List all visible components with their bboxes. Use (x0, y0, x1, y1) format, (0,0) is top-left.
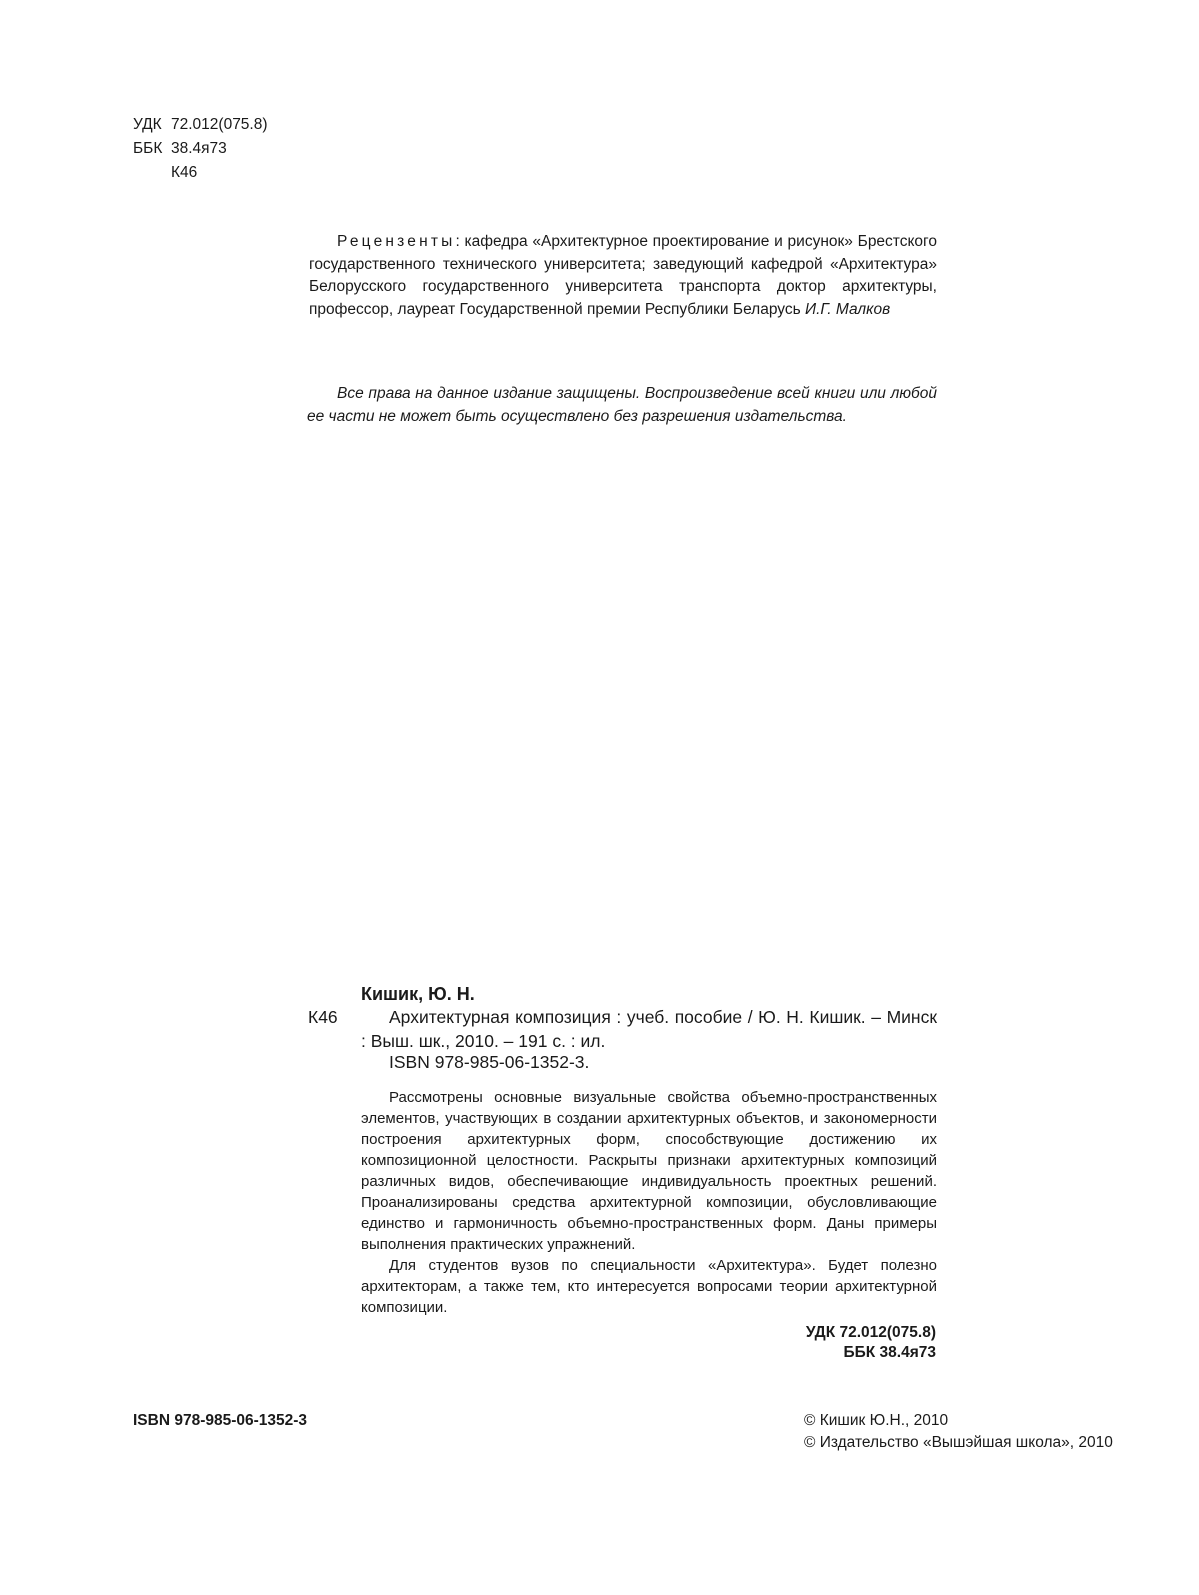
classification-block (133, 113, 268, 185)
footer-isbn: ISBN 978-985-06-1352-3 (133, 1412, 308, 1429)
rights-notice (307, 383, 937, 428)
copyright-author: © Кишик Ю.Н., 2010 (804, 1412, 949, 1429)
card-isbn: ISBN 978-985-06-1352-3. (389, 1052, 590, 1072)
author-sign-line (133, 161, 268, 185)
card-bibliographic (361, 1005, 937, 1053)
card-bbk: ББК 38.4я73 (843, 1344, 936, 1361)
reviewers-label: Рецензенты (337, 233, 456, 250)
annotation-paragraph-1 (361, 1087, 937, 1255)
bbk-line (133, 137, 268, 161)
card-author: Кишик, Ю. Н. (361, 984, 475, 1004)
udk-value: 72.012(075.8) (171, 116, 268, 133)
annotation-text-2: Для студентов вузов по специальности «Архитектура». Будет полезно архитекторам, а также тем, кто интересуется вопросами теории архитектурной композиции. (361, 1257, 937, 1316)
card-codes (700, 1323, 936, 1363)
udk-label: УДК (133, 116, 162, 133)
reviewers-paragraph (309, 231, 937, 321)
bbk-value: 38.4я73 (171, 140, 227, 157)
card-annotation (361, 1087, 937, 1318)
annotation-text-1: Рассмотрены основные визуальные свойства объемно-пространственных элементов, участвующих в создании архитектурных объектов, и закономерности построения архитектурных форм, способствующие достижению их композиционной целостности. Раскрыты признаки архитектурных композиций различных видов, обеспечивающие индивидуальность проектных решений. Проанализированы средства архитектурной композиции, обусловливающие единство и гармоничность объемно-пространственных форм. Даны примеры выполнения практических упражнений. (361, 1089, 937, 1253)
card-cipher: К46 (308, 1007, 338, 1027)
reviewer-name: И.Г. Малков (805, 300, 891, 318)
bbk-label: ББК (133, 140, 163, 157)
rights-text: Все права на данное издание защищены. Воспроизведение всей книги или любой ее части не может быть осуществлено без разрешения издательства. (307, 385, 937, 425)
card-bibliographic-text: Архитектурная композиция : учеб. пособие / Ю. Н. Кишик. – Минск : Выш. шк., 2010. – 191 с. : ил. (361, 1007, 937, 1051)
annotation-paragraph-2 (361, 1255, 937, 1318)
copyright-publisher: © Издательство «Вышэйшая школа», 2010 (804, 1434, 1113, 1451)
author-sign: К46 (171, 164, 198, 181)
reviewers-text: : кафедра «Архитектурное проектирование и рисунок» Брестского государственного технического университета; заведующий кафедрой «Архитектура» Белорусского государственного университета транспорта доктор архитектуры, профессор, лауреат Государственной премии Республики Беларусь (309, 233, 937, 318)
card-udk: УДК 72.012(075.8) (805, 1324, 936, 1341)
udk-line (133, 113, 268, 137)
footer-copyright (804, 1410, 1113, 1454)
